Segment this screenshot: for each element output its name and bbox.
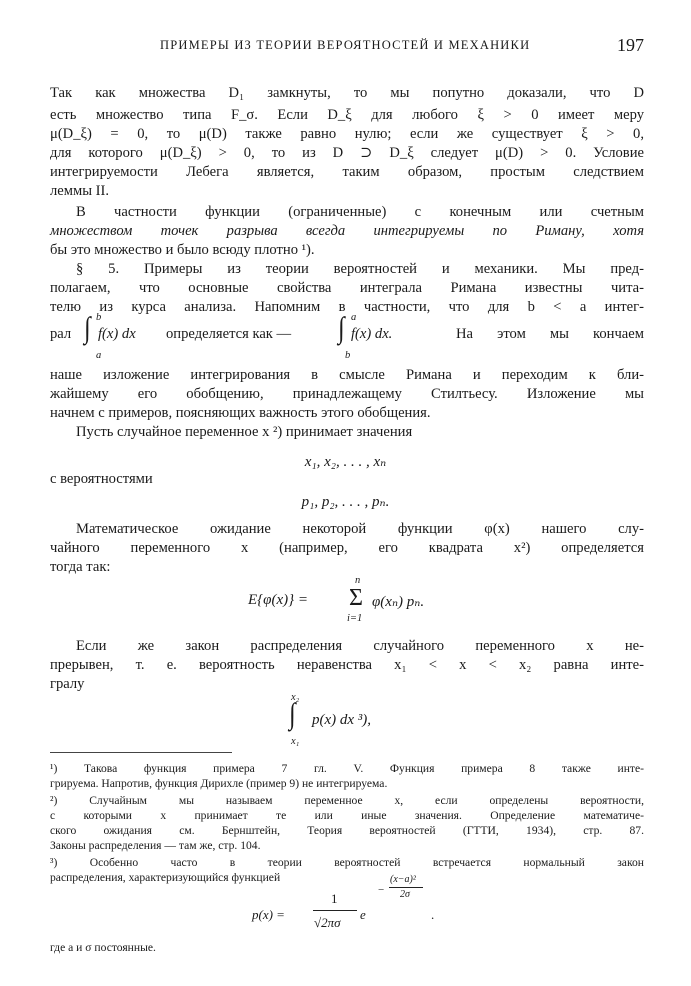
text-line: чайного переменного x (например, его квадрата x²) определяется <box>50 540 644 556</box>
expectation-rhs: φ(xₙ) pₙ. <box>372 594 425 610</box>
formula-end: . <box>431 907 435 922</box>
sum-lower-limit: i=1 <box>347 613 363 624</box>
footnote-line: с которыми x принимает те или иные значения. Определение математиче- <box>50 809 644 822</box>
integral-upper-limit: a <box>351 312 357 323</box>
text-fragment: определяется как — <box>166 326 292 342</box>
text-line: прерывен, т. е. вероятность неравенства x₁ < x < x₂ равна инте- <box>50 657 644 673</box>
values-formula: x₁, x₂, . . . , xₙ <box>304 454 387 470</box>
text-line: множеством точек разрыва всегда интегрируемы по Риману, хотя <box>50 223 644 239</box>
integrand: f(x) dx <box>98 326 136 342</box>
text-line: есть множество типа F_σ. Если D_ξ для любого ξ > 0 имеет меру <box>50 107 644 123</box>
integral-lower-limit: a <box>96 350 102 361</box>
text-line: Математическое ожидание некоторой функции φ(x) нашего слу- <box>76 521 644 537</box>
header-title: ПРИМЕРЫ ИЗ ТЕОРИИ ВЕРОЯТНОСТЕЙ И МЕХАНИКИ <box>160 38 531 52</box>
text-line: наше изложение интегрирования в смысле Римана и переходим к бли- <box>50 367 644 383</box>
text-line: Если же закон распределения случайного переменного x не- <box>76 638 644 654</box>
text-line: В частности функции (ограниченные) с конечным или счетным <box>76 204 644 220</box>
text-line: леммы II. <box>50 183 110 199</box>
footnote-line: ²) Случайным мы называем переменное x, если определены вероятности, <box>50 794 644 807</box>
fraction-denominator: √2πσ <box>314 915 341 930</box>
exponent-fraction-bar <box>389 887 423 888</box>
footnote-line: ¹) Такова функция примера 7 гл. V. Функция примера 8 также инте- <box>50 762 644 775</box>
exponent-sign: − <box>378 884 385 896</box>
section-heading-line: § 5. Примеры из теории вероятностей и механики. Мы пред- <box>76 261 644 277</box>
footnote-line: ского ожидания см. Бернштейн, Теория вероятностей (ГТТИ, 1934), стр. 87. <box>50 824 644 837</box>
exponential-base: e <box>360 907 366 922</box>
integral-upper-limit: b <box>96 312 102 323</box>
text-line: жайшему его обобщению, принадлежащему Стилтьесу. Изложение мы <box>50 386 644 402</box>
integral-sign: ∫ <box>338 312 345 346</box>
sum-sign: Σ <box>349 585 363 611</box>
footnote-rule <box>50 752 232 753</box>
footnote-line: ³) Особенно часто в теории вероятностей встречается нормальный закон <box>50 856 644 869</box>
text-line: μ(D_ξ) = 0, то μ(D) также равно нулю; если же существует ξ > 0, <box>50 126 644 142</box>
text-line: телю из курса анализа. Напомним в частности, что для b < a интег- <box>50 299 644 315</box>
footnote-line: распределения, характеризующийся функцией <box>50 871 281 884</box>
footnote-line: Законы распределения — там же, стр. 104. <box>50 839 261 852</box>
normal-lhs: p(x) = <box>252 907 285 922</box>
expectation-lhs: E{φ(x)} = <box>248 592 308 608</box>
page-number: 197 <box>617 35 644 55</box>
footnote-line: где a и σ постоянные. <box>50 941 156 954</box>
integrand: f(x) dx. <box>351 326 393 342</box>
text-fragment: На этом мы кончаем <box>456 326 644 342</box>
text-line: тогда так: <box>50 559 111 575</box>
integral-sign: ∫ <box>289 698 296 732</box>
text-line: Так как множества D₁ замкнуты, то мы попутно доказали, что D <box>50 85 644 101</box>
sum-upper-limit: n <box>355 575 361 586</box>
fraction-numerator: 1 <box>331 891 338 906</box>
integral-body: p(x) dx ³), <box>312 712 372 728</box>
integral-lower-limit: x₁ <box>291 736 300 747</box>
text-line: начнем с примеров, поясняющих важность этого обобщения. <box>50 405 431 421</box>
text-line: Пусть случайное переменное x ²) принимает значения <box>76 424 413 440</box>
text-line: интегрируемости Лебега является, таким образом, простым следствием <box>50 164 644 180</box>
footnote-line: грируема. Напротив, функция Дирихле (пример 9) не интегрируема. <box>50 777 388 790</box>
text-line: бы это множество и было всюду плотно ¹). <box>50 242 315 258</box>
integral-lower-limit: b <box>345 350 351 361</box>
integral-sign: ∫ <box>84 312 91 346</box>
text-line: с вероятностями <box>50 471 153 487</box>
exponent-denominator: 2σ <box>400 889 410 900</box>
exponent-numerator: (x−a)² <box>390 874 416 885</box>
fraction-bar <box>313 910 357 911</box>
text-line: полагаем, что основные свойства интеграла Римана известны чита- <box>50 280 644 296</box>
integral-upper-limit: x₂ <box>291 692 300 703</box>
text-fragment: рал <box>50 326 72 342</box>
text-line: для которого μ(D_ξ) > 0, то из D ⊃ D_ξ следует μ(D) > 0. Условие <box>50 145 644 161</box>
text-line: гралу <box>50 676 85 692</box>
probabilities-formula: p₁, p₂, . . . , pₙ. <box>301 494 390 510</box>
